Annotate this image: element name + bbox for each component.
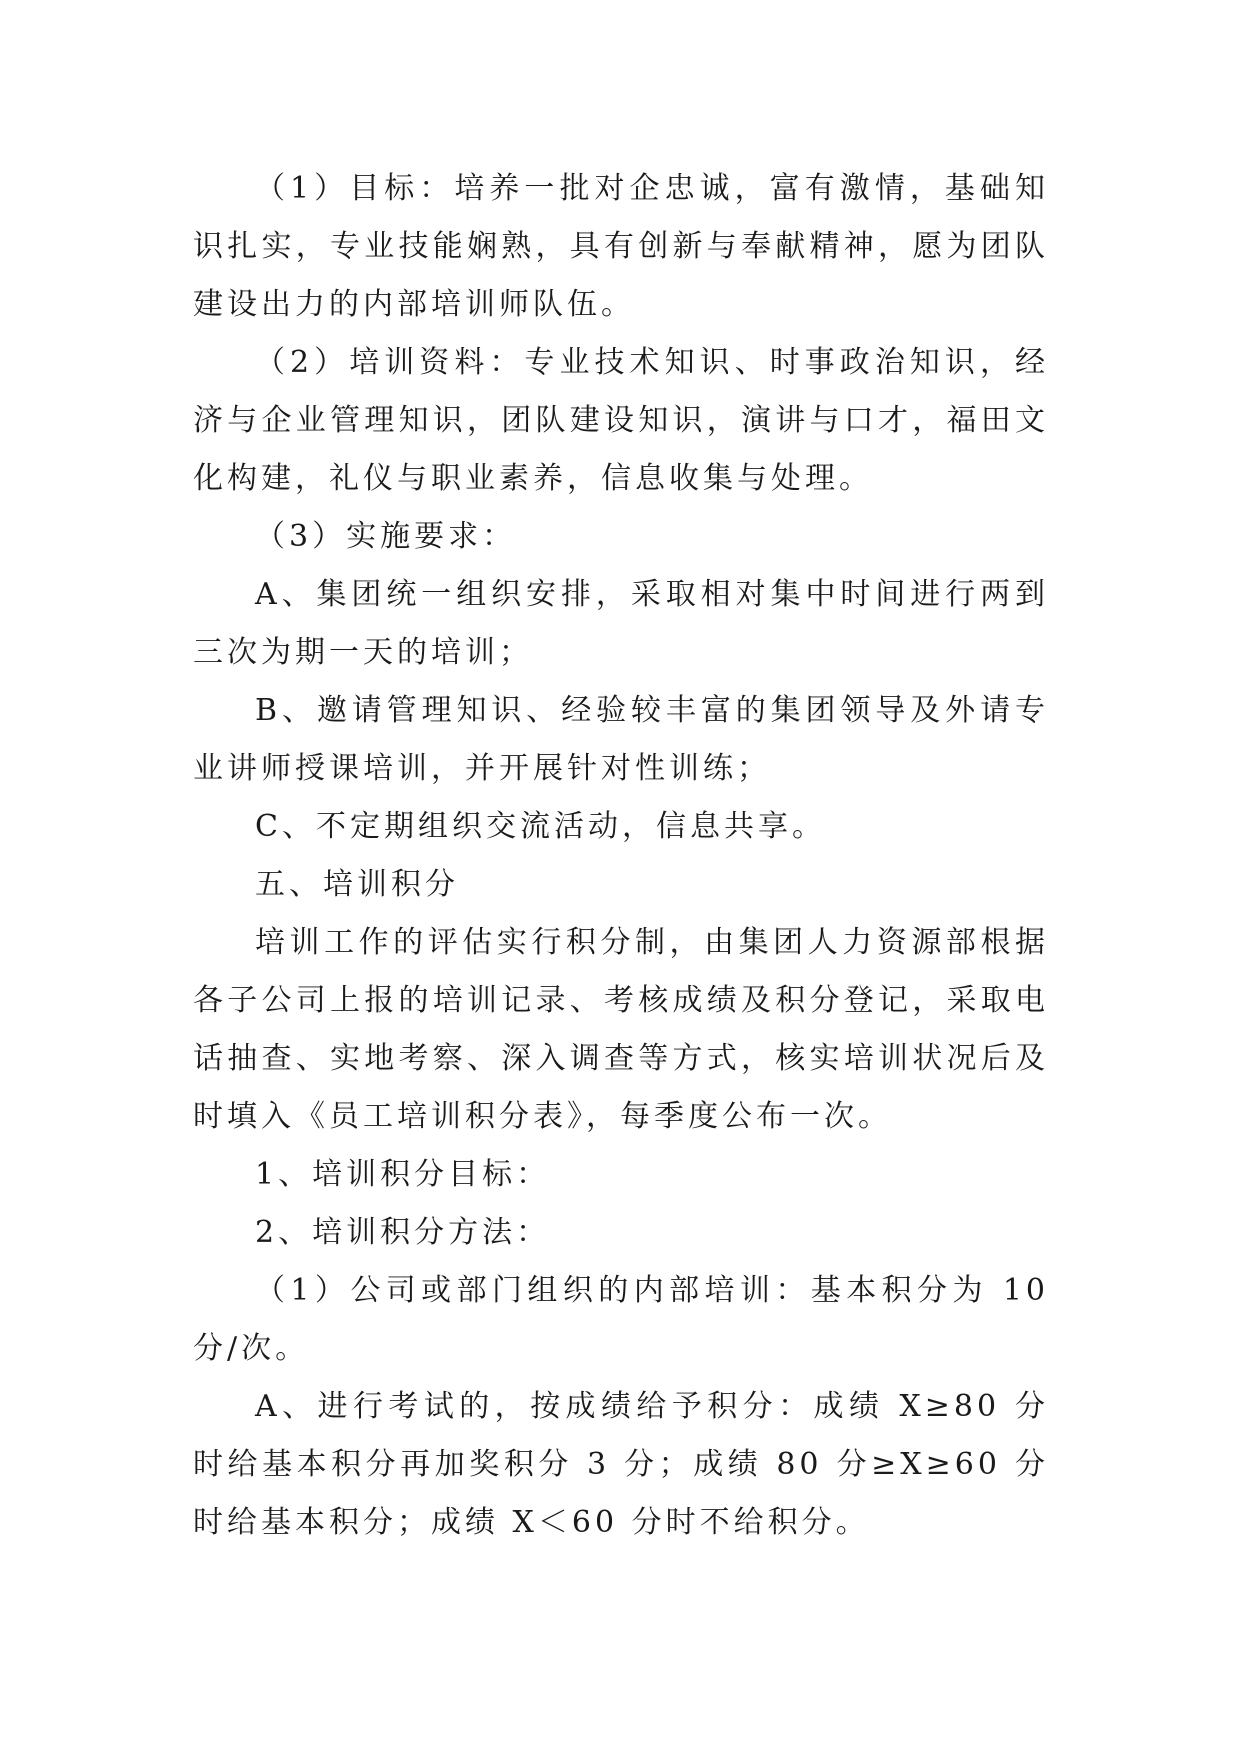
paragraph-implementation-requirements: （3）实施要求： [255,519,517,554]
section-heading-training-points: 五、培训积分 [255,867,459,902]
document-body [193,160,1049,1552]
paragraph-points-goal: 1、培训积分目标： [255,1157,551,1192]
paragraph-internal-training: （1）公司或部门组织的内部培训：基本积分为 10 分/次。 [193,1273,1049,1366]
paragraph-goal: （1）目标：培养一批对企忠诚，富有激情，基础知识扎实，专业技能娴熟，具有创新与奉献精神，愿为团队建设出力的内部培训师队伍。 [193,171,1049,322]
paragraph-exam-scoring: A、进行考试的，按成绩给予积分：成绩 X≥80 分时给基本积分再加奖积分 3 分；成绩 80 分≥X≥60 分时给基本积分；成绩 X＜60 分时不给积分。 [193,1389,1049,1540]
paragraph-item-a: A、集团统一组织安排，采取相对集中时间进行两到三次为期一天的培训； [193,577,1049,670]
paragraph-evaluation: 培训工作的评估实行积分制，由集团人力资源部根据各子公司上报的培训记录、考核成绩及积分登记，采取电话抽查、实地考察、深入调查等方式，核实培训状况后及时填入《员工培训积分表》，每季度公布一次。 [193,925,1049,1134]
paragraph-item-b: B、邀请管理知识、经验较丰富的集团领导及外请专业讲师授课培训，并开展针对性训练； [193,693,1049,786]
paragraph-training-materials: （2）培训资料：专业技术知识、时事政治知识，经济与企业管理知识，团队建设知识，演讲与口才，福田文化构建，礼仪与职业素养，信息收集与处理。 [193,345,1049,496]
paragraph-points-method: 2、培训积分方法： [255,1215,551,1250]
paragraph-item-c: C、不定期组织交流活动，信息共享。 [255,809,826,844]
